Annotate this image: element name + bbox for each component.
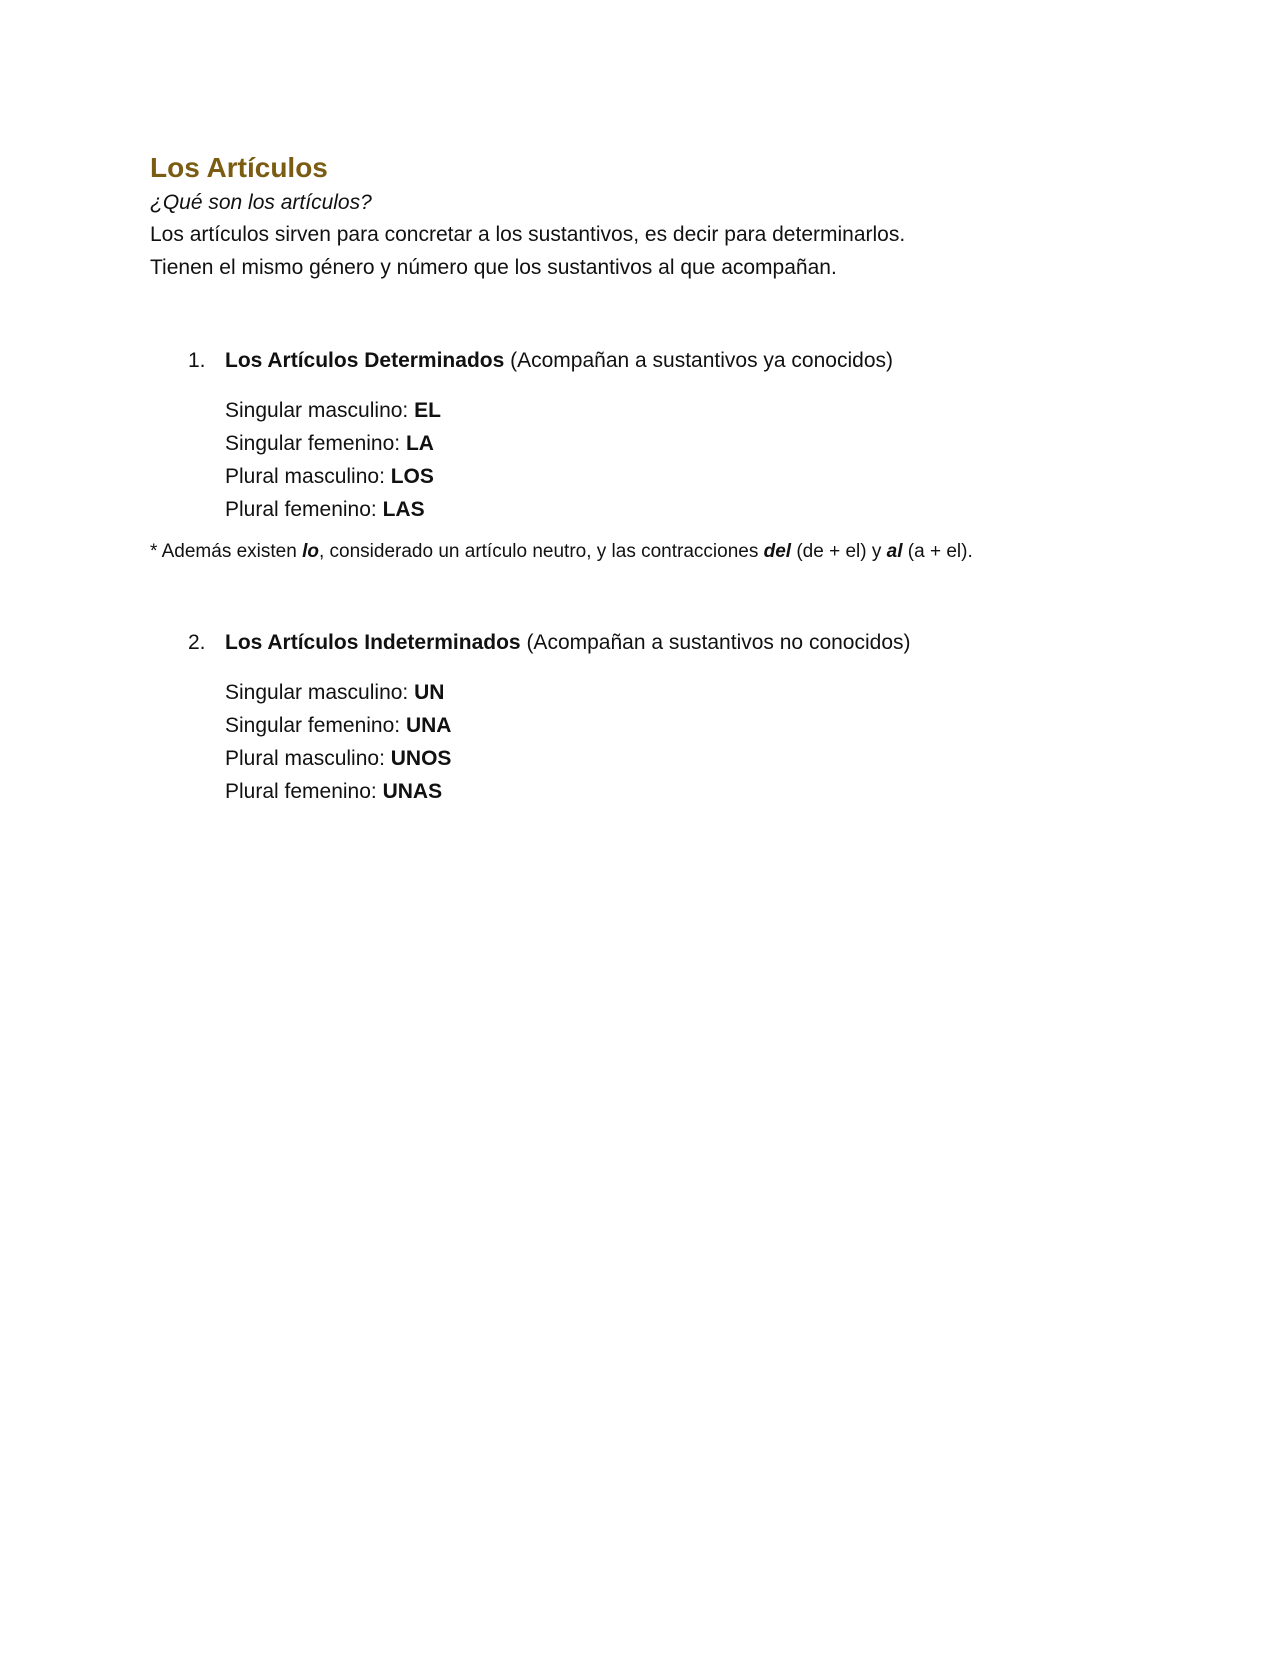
list-item — [225, 742, 1140, 775]
section-title: Los Artículos Determinados — [225, 349, 505, 372]
intro-line-1: Los artículos sirven para concretar a los sustantivos, es decir para determinarlos. — [150, 223, 906, 246]
note-mid-1: , considerado un artículo neutro, y las contracciones — [318, 541, 764, 562]
section-heading — [150, 346, 1140, 376]
section-description: (Acompañan a sustantivos no conocidos) — [520, 631, 911, 654]
note-suffix: (a + el). — [902, 541, 973, 562]
note-term-al: al — [886, 541, 903, 562]
article-list — [150, 394, 1140, 526]
item-label: Plural femenino: — [225, 498, 383, 521]
list-item — [225, 394, 1140, 427]
item-label: Singular femenino: — [225, 432, 406, 455]
note-term-lo: lo — [302, 541, 319, 562]
list-item — [225, 427, 1140, 460]
list-item — [225, 493, 1140, 526]
note-mid-2: (de + el) y — [791, 541, 887, 562]
item-value: UNAS — [382, 780, 443, 803]
section-number: 1. — [188, 349, 206, 372]
note-term-del: del — [763, 541, 792, 562]
item-label: Plural masculino: — [225, 747, 391, 770]
item-value: LA — [405, 432, 434, 455]
item-label: Plural masculino: — [225, 465, 391, 488]
section-heading — [150, 628, 1140, 658]
intro-line-2: Tienen el mismo género y número que los sustantivos al que acompañan. — [150, 256, 837, 279]
footnote — [150, 538, 1140, 566]
note-prefix: * Además existen — [150, 541, 303, 562]
section-title: Los Artículos Indeterminados — [225, 631, 521, 654]
item-value: UN — [414, 681, 445, 704]
page-title: Los Artículos — [150, 152, 328, 183]
item-label: Singular masculino: — [225, 681, 415, 704]
item-value: EL — [414, 399, 441, 422]
item-label: Singular femenino: — [225, 714, 406, 737]
document-page — [150, 150, 1140, 808]
item-label: Plural femenino: — [225, 780, 383, 803]
list-item — [225, 709, 1140, 742]
section-description: (Acompañan a sustantivos ya conocidos) — [504, 349, 893, 372]
article-list — [150, 676, 1140, 808]
section-determinados — [150, 346, 1140, 526]
page-subtitle: ¿Qué son los artículos? — [150, 191, 372, 214]
item-value: UNOS — [390, 747, 452, 770]
item-value: UNA — [405, 714, 452, 737]
list-item — [225, 460, 1140, 493]
list-item — [225, 676, 1140, 709]
item-value: LAS — [382, 498, 425, 521]
item-label: Singular masculino: — [225, 399, 415, 422]
section-number: 2. — [188, 631, 206, 654]
item-value: LOS — [390, 465, 434, 488]
list-item — [225, 775, 1140, 808]
section-indeterminados — [150, 628, 1140, 808]
